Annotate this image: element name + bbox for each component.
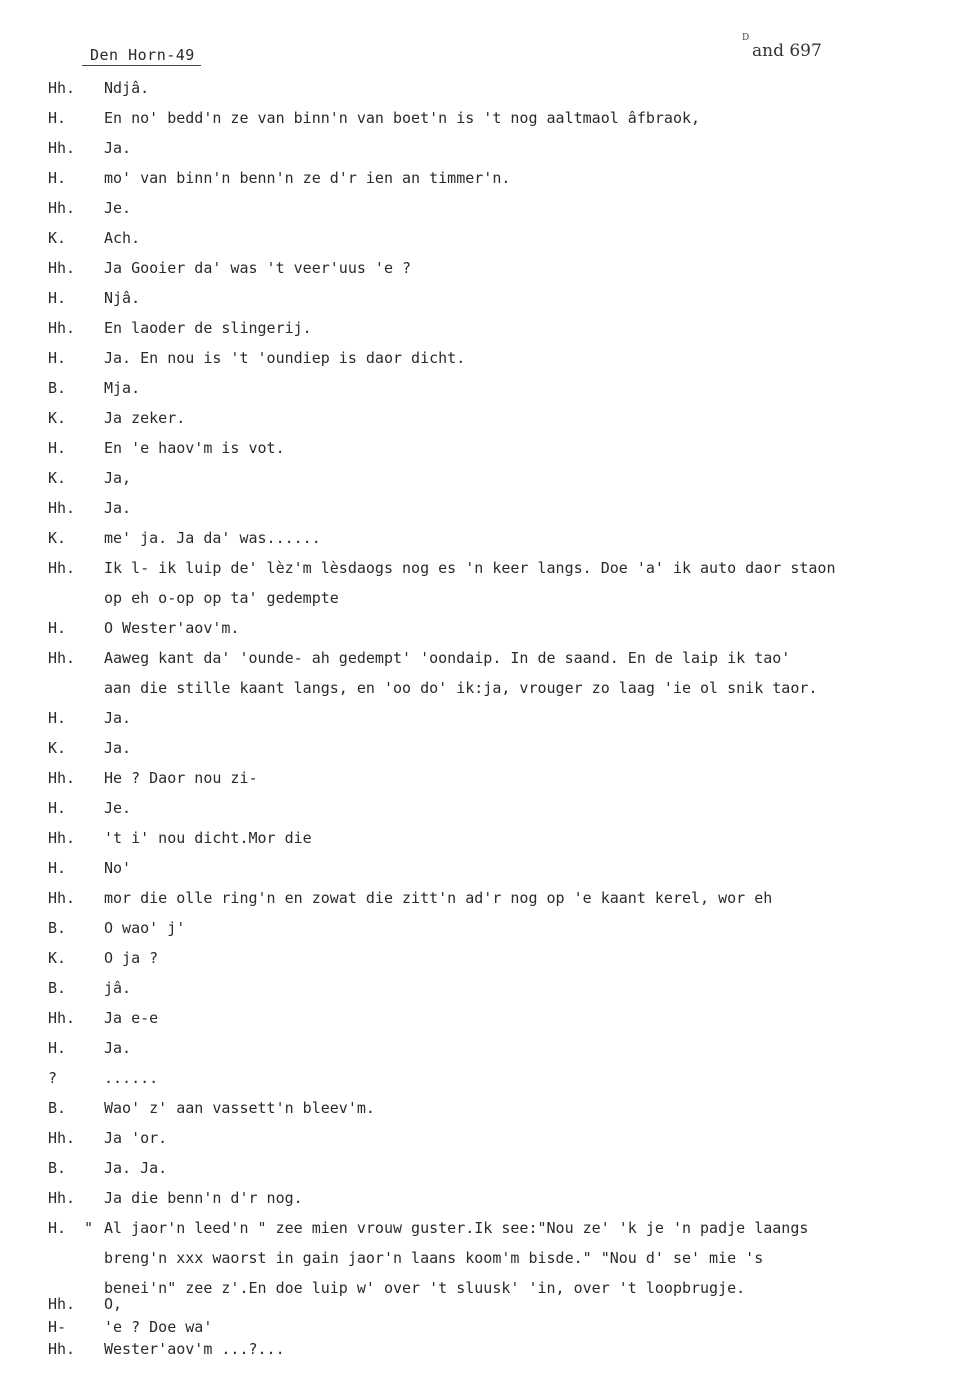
document-title: Den Horn-49 bbox=[82, 46, 201, 66]
utterance-line: Ja e-e bbox=[104, 1009, 159, 1027]
band-mark: D bbox=[742, 33, 750, 43]
utterance-line: op eh o-op op ta' gedempte bbox=[104, 589, 339, 607]
utterance bbox=[104, 823, 966, 853]
utterance bbox=[104, 313, 966, 343]
utterance-line: Ja. Ja. bbox=[104, 1159, 168, 1177]
speaker-label: Hh. bbox=[48, 559, 76, 577]
speaker-label: H- bbox=[48, 1318, 67, 1336]
speaker-label: H. bbox=[48, 289, 67, 307]
band-reference: and 697 bbox=[752, 41, 822, 61]
utterance-line: ...... bbox=[104, 1069, 159, 1087]
utterance bbox=[104, 703, 966, 733]
speaker-label: K. bbox=[48, 229, 67, 247]
utterance bbox=[104, 463, 966, 493]
utterance-line: Ja Gooier da' was 't veer'uus 'e ? bbox=[104, 259, 412, 277]
utterance-line: No' bbox=[104, 859, 132, 877]
utterance bbox=[104, 523, 966, 553]
utterance bbox=[104, 1316, 966, 1338]
utterance-line: Ja. En nou is 't 'oundiep is daor dicht. bbox=[104, 349, 466, 367]
utterance-line: benei'n" zee z'.En doe luip w' over 't sluusk' 'in, over 't loopbrugje. bbox=[104, 1279, 746, 1297]
utterance bbox=[104, 763, 966, 793]
utterance-line: Wao' z' aan vassett'n bleev'm. bbox=[104, 1099, 375, 1117]
speaker-label: K. bbox=[48, 529, 67, 547]
utterance bbox=[104, 1183, 966, 1213]
utterance-line: Ja. bbox=[104, 139, 132, 157]
utterance-line: En laoder de slingerij. bbox=[104, 319, 312, 337]
utterance bbox=[104, 403, 966, 433]
utterance bbox=[104, 193, 966, 223]
utterance bbox=[104, 1338, 966, 1360]
utterance bbox=[104, 1293, 966, 1316]
speaker-label: Hh. bbox=[48, 499, 76, 517]
utterance bbox=[104, 853, 966, 883]
speaker-label: Hh. bbox=[48, 889, 76, 907]
utterance bbox=[104, 283, 966, 313]
speaker-label: H. bbox=[48, 1039, 67, 1057]
speaker-label: B. bbox=[48, 379, 67, 397]
utterance bbox=[104, 1213, 966, 1303]
utterance-line: mo' van binn'n benn'n ze d'r ien an timmer'n. bbox=[104, 169, 511, 187]
speaker-label: Hh. bbox=[48, 1340, 76, 1358]
utterance-line: Ja. bbox=[104, 499, 132, 517]
speaker-label: Hh. bbox=[48, 1009, 76, 1027]
utterance-line: Njâ. bbox=[104, 289, 141, 307]
speaker-label: Hh. bbox=[48, 829, 76, 847]
utterance bbox=[104, 73, 966, 103]
speaker-label: K. bbox=[48, 949, 67, 967]
utterance-line: O ja ? bbox=[104, 949, 159, 967]
speaker-label: K. bbox=[48, 469, 67, 487]
speaker-label: H. bbox=[48, 1219, 67, 1237]
speaker-label: Hh. bbox=[48, 649, 76, 667]
speaker-label: Hh. bbox=[48, 259, 76, 277]
speaker-label: ? bbox=[48, 1069, 58, 1087]
utterance bbox=[104, 1063, 966, 1093]
utterance-line: En no' bedd'n ze van binn'n van boet'n is 't nog aaltmaol âfbraok, bbox=[104, 109, 701, 127]
speaker-label: H. bbox=[48, 349, 67, 367]
utterance-line: Ja, bbox=[104, 469, 132, 487]
utterance-line: breng'n xxx waorst in gain jaor'n laans koom'm bisde." "Nou d' se' mie 's bbox=[104, 1249, 764, 1267]
speaker-label: K. bbox=[48, 739, 67, 757]
utterance-line: O Wester'aov'm. bbox=[104, 619, 240, 637]
speaker-label: Hh. bbox=[48, 1129, 76, 1147]
utterance bbox=[104, 1003, 966, 1033]
utterance-line: He ? Daor nou zi- bbox=[104, 769, 258, 787]
speaker-label: K. bbox=[48, 409, 67, 427]
utterance bbox=[104, 433, 966, 463]
utterance-line: Ik l- ik luip de' lèz'm lèsdaogs nog es 'n keer langs. Doe 'a' ik auto daor staon bbox=[104, 559, 836, 577]
utterance-line: Ja. bbox=[104, 739, 132, 757]
utterance bbox=[104, 1153, 966, 1183]
utterance-line: Ja. bbox=[104, 709, 132, 727]
speaker-label: Hh. bbox=[48, 319, 76, 337]
speaker-label: Hh. bbox=[48, 1295, 76, 1313]
utterance-line: Ach. bbox=[104, 229, 141, 247]
utterance bbox=[104, 163, 966, 193]
speaker-label: Hh. bbox=[48, 199, 76, 217]
utterance-line: O wao' j' bbox=[104, 919, 186, 937]
quote-mark: " bbox=[84, 1219, 94, 1237]
speaker-label: H. bbox=[48, 709, 67, 727]
utterance bbox=[104, 373, 966, 403]
speaker-label: H. bbox=[48, 169, 67, 187]
speaker-label: Hh. bbox=[48, 139, 76, 157]
utterance bbox=[104, 103, 966, 133]
utterance bbox=[104, 793, 966, 823]
utterance bbox=[104, 1123, 966, 1153]
speaker-label: B. bbox=[48, 1099, 67, 1117]
utterance bbox=[104, 493, 966, 523]
utterance-line: O, bbox=[104, 1295, 123, 1313]
speaker-label: Hh. bbox=[48, 79, 76, 97]
speaker-label: H. bbox=[48, 619, 67, 637]
utterance-line: Ja zeker. bbox=[104, 409, 186, 427]
utterance-line: Al jaor'n leed'n " zee mien vrouw guster.Ik see:"Nou ze' 'k je 'n padje laangs bbox=[104, 1219, 809, 1237]
utterance-line: Mja. bbox=[104, 379, 141, 397]
utterance bbox=[104, 733, 966, 763]
utterance bbox=[104, 643, 966, 703]
utterance-line: me' ja. Ja da' was...... bbox=[104, 529, 321, 547]
utterance-line: Ja. bbox=[104, 1039, 132, 1057]
utterance-line: 'e ? Doe wa' bbox=[104, 1318, 213, 1336]
utterance bbox=[104, 253, 966, 283]
utterance-line: Ja 'or. bbox=[104, 1129, 168, 1147]
speaker-label: B. bbox=[48, 1159, 67, 1177]
utterance bbox=[104, 343, 966, 373]
speaker-label: Hh. bbox=[48, 769, 76, 787]
utterance-line: En 'e haov'm is vot. bbox=[104, 439, 285, 457]
utterance bbox=[104, 223, 966, 253]
utterance bbox=[104, 1033, 966, 1063]
speaker-label: B. bbox=[48, 919, 67, 937]
utterance-line: 't i' nou dicht.Mor die bbox=[104, 829, 312, 847]
speaker-label: Hh. bbox=[48, 1189, 76, 1207]
utterance bbox=[104, 133, 966, 163]
utterance-line: jâ. bbox=[104, 979, 132, 997]
utterance bbox=[104, 913, 966, 943]
utterance-line: Wester'aov'm ...?... bbox=[104, 1340, 285, 1358]
utterance bbox=[104, 973, 966, 1003]
speaker-label: H. bbox=[48, 859, 67, 877]
utterance-line: Je. bbox=[104, 199, 132, 217]
utterance bbox=[104, 883, 966, 913]
utterance-line: Ndjâ. bbox=[104, 79, 150, 97]
utterance bbox=[104, 943, 966, 973]
speaker-label: H. bbox=[48, 439, 67, 457]
utterance-line: mor die olle ring'n en zowat die zitt'n ad'r nog op 'e kaant kerel, wor eh bbox=[104, 889, 773, 907]
utterance bbox=[104, 613, 966, 643]
utterance-line: Ja die benn'n d'r nog. bbox=[104, 1189, 303, 1207]
speaker-label: H. bbox=[48, 799, 67, 817]
speaker-label: H. bbox=[48, 109, 67, 127]
utterance-line: Aaweg kant da' 'ounde- ah gedempt' 'oondaip. In de saand. En de laip ik tao' bbox=[104, 649, 791, 667]
utterance bbox=[104, 1093, 966, 1123]
utterance-line: aan die stille kaant langs, en 'oo do' ik:ja, vrouger zo laag 'ie ol snik taor. bbox=[104, 679, 818, 697]
speaker-label: B. bbox=[48, 979, 67, 997]
utterance bbox=[104, 553, 966, 613]
utterance-line: Je. bbox=[104, 799, 132, 817]
